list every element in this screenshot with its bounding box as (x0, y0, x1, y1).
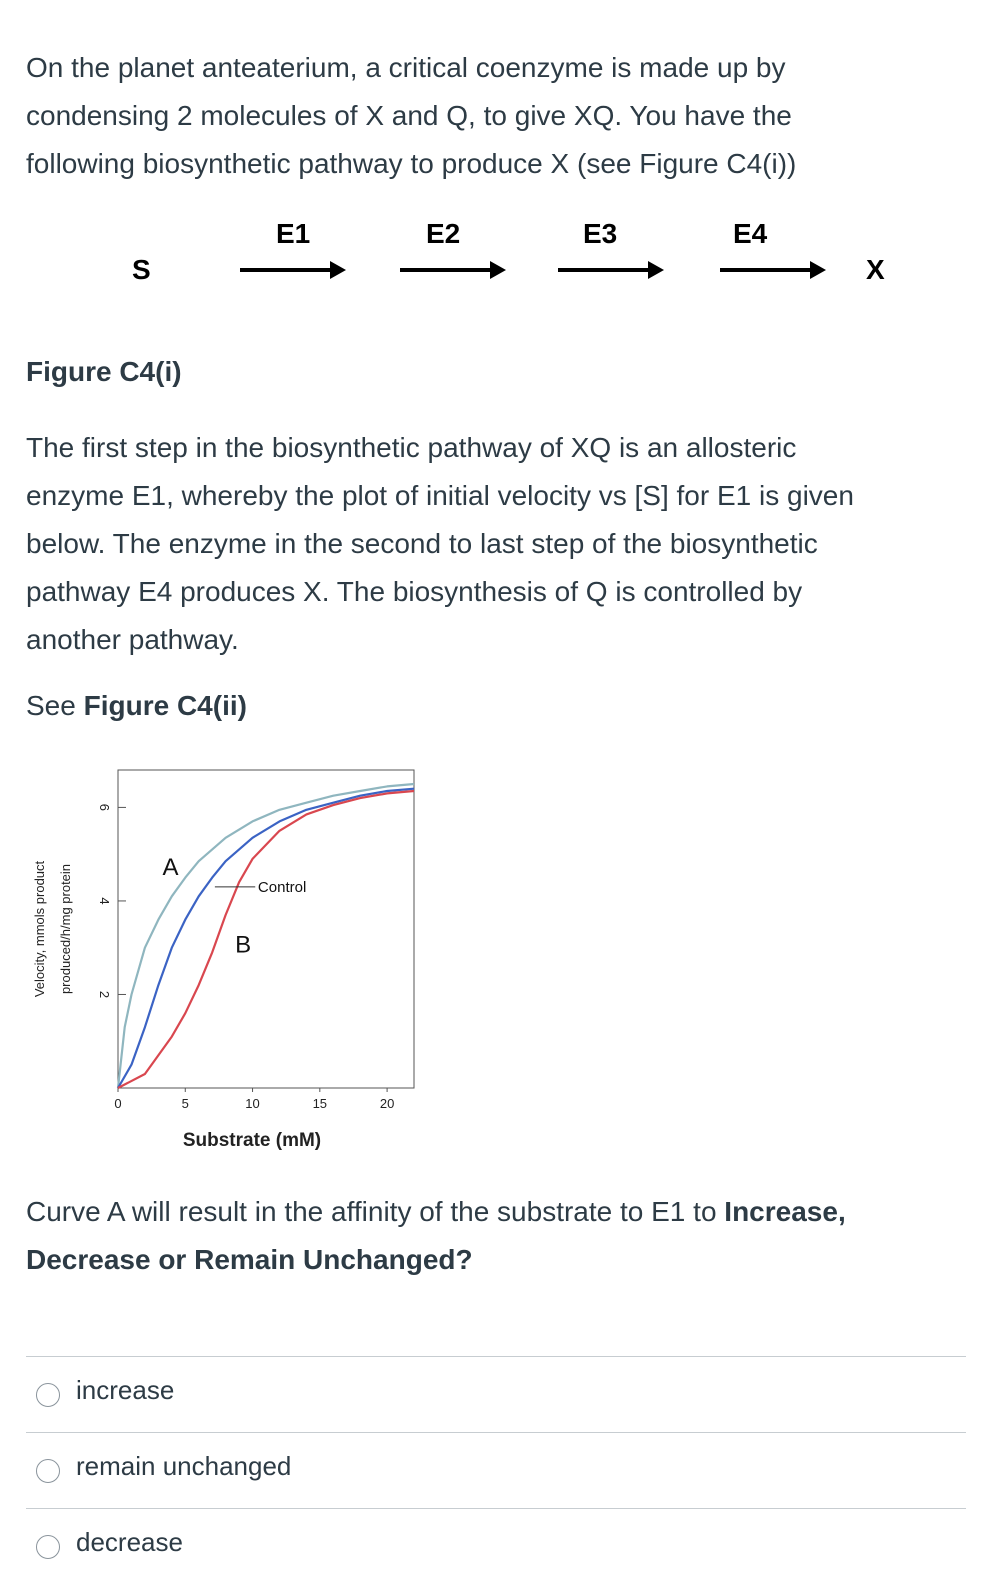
radio-icon[interactable] (36, 1535, 60, 1559)
pathway-start: S (132, 254, 151, 285)
plot-frame (118, 770, 414, 1088)
body-line-2: enzyme E1, whereby the plot of initial velocity vs [S] for E1 is given (26, 480, 854, 511)
figure-caption: Figure C4(i) (26, 356, 182, 387)
option-label: increase (76, 1375, 175, 1405)
option-increase[interactable] (26, 1356, 966, 1433)
curve-label-b: B (235, 931, 252, 959)
radio-icon[interactable] (36, 1383, 60, 1407)
enzyme-label-1: E1 (276, 218, 311, 249)
see-figure (26, 690, 247, 722)
y-axis-label: Velocity, mmols product (32, 860, 47, 998)
intro-text (26, 44, 966, 188)
curve-label-a: A (162, 854, 179, 882)
pathway-end: X (866, 254, 885, 285)
radio-icon[interactable] (36, 1459, 60, 1483)
velocity-chart (30, 760, 430, 1160)
arrow-icon (720, 268, 812, 272)
y-tick-label: 2 (97, 990, 112, 999)
arrow-icon (400, 268, 492, 272)
x-tick-label: 20 (379, 1096, 395, 1111)
enzyme-label-4: E4 (733, 218, 768, 249)
series-line-control (118, 789, 414, 1088)
enzyme-label-2: E2 (426, 218, 461, 249)
y-axis-label: produced/h/mg protein (58, 863, 73, 995)
body-line-5: another pathway. (26, 624, 239, 655)
arrow-icon (558, 268, 650, 272)
see-prefix: See (26, 690, 84, 721)
option-label: decrease (76, 1527, 183, 1557)
x-tick-label: 15 (312, 1096, 328, 1111)
y-tick-label: 4 (97, 897, 112, 905)
x-tick-label: 10 (245, 1096, 260, 1111)
question-part-1: Curve A will result in the affinity of the substrate to E1 to (26, 1196, 725, 1227)
pathway-figure (0, 200, 984, 320)
question-text (26, 1188, 966, 1284)
see-figure-ref: Figure C4(ii) (83, 690, 247, 721)
body-text (26, 424, 966, 664)
x-tick-label: 5 (181, 1096, 189, 1111)
enzyme-label-3: E3 (583, 218, 618, 249)
body-line-4: pathway E4 produces X. The biosynthesis of Q is controlled by (26, 576, 803, 607)
body-line-1: The first step in the biosynthetic pathway of XQ is an allosteric (26, 432, 797, 463)
option-decrease[interactable] (26, 1508, 966, 1585)
question-bold-1: Increase, (724, 1196, 846, 1227)
y-tick-label: 6 (97, 803, 112, 812)
x-axis-label: Substrate (mM) (182, 1130, 322, 1151)
body-line-3: below. The enzyme in the second to last step of the biosynthetic (26, 528, 818, 559)
option-remain-unchanged[interactable] (26, 1432, 966, 1509)
intro-line-1: On the planet anteaterium, a critical coenzyme is made up by (26, 52, 786, 83)
x-tick-label: 0 (114, 1096, 122, 1111)
intro-line-2: condensing 2 molecules of X and Q, to give XQ. You have the (26, 100, 792, 131)
curve-label-control: Control (257, 878, 307, 896)
arrow-icon (240, 268, 332, 272)
intro-line-3: following biosynthetic pathway to produce X (see Figure C4(i)) (26, 148, 797, 179)
series-line-b (118, 791, 414, 1088)
option-label: remain unchanged (76, 1451, 292, 1481)
question-bold-2: Decrease or Remain Unchanged? (26, 1244, 473, 1275)
